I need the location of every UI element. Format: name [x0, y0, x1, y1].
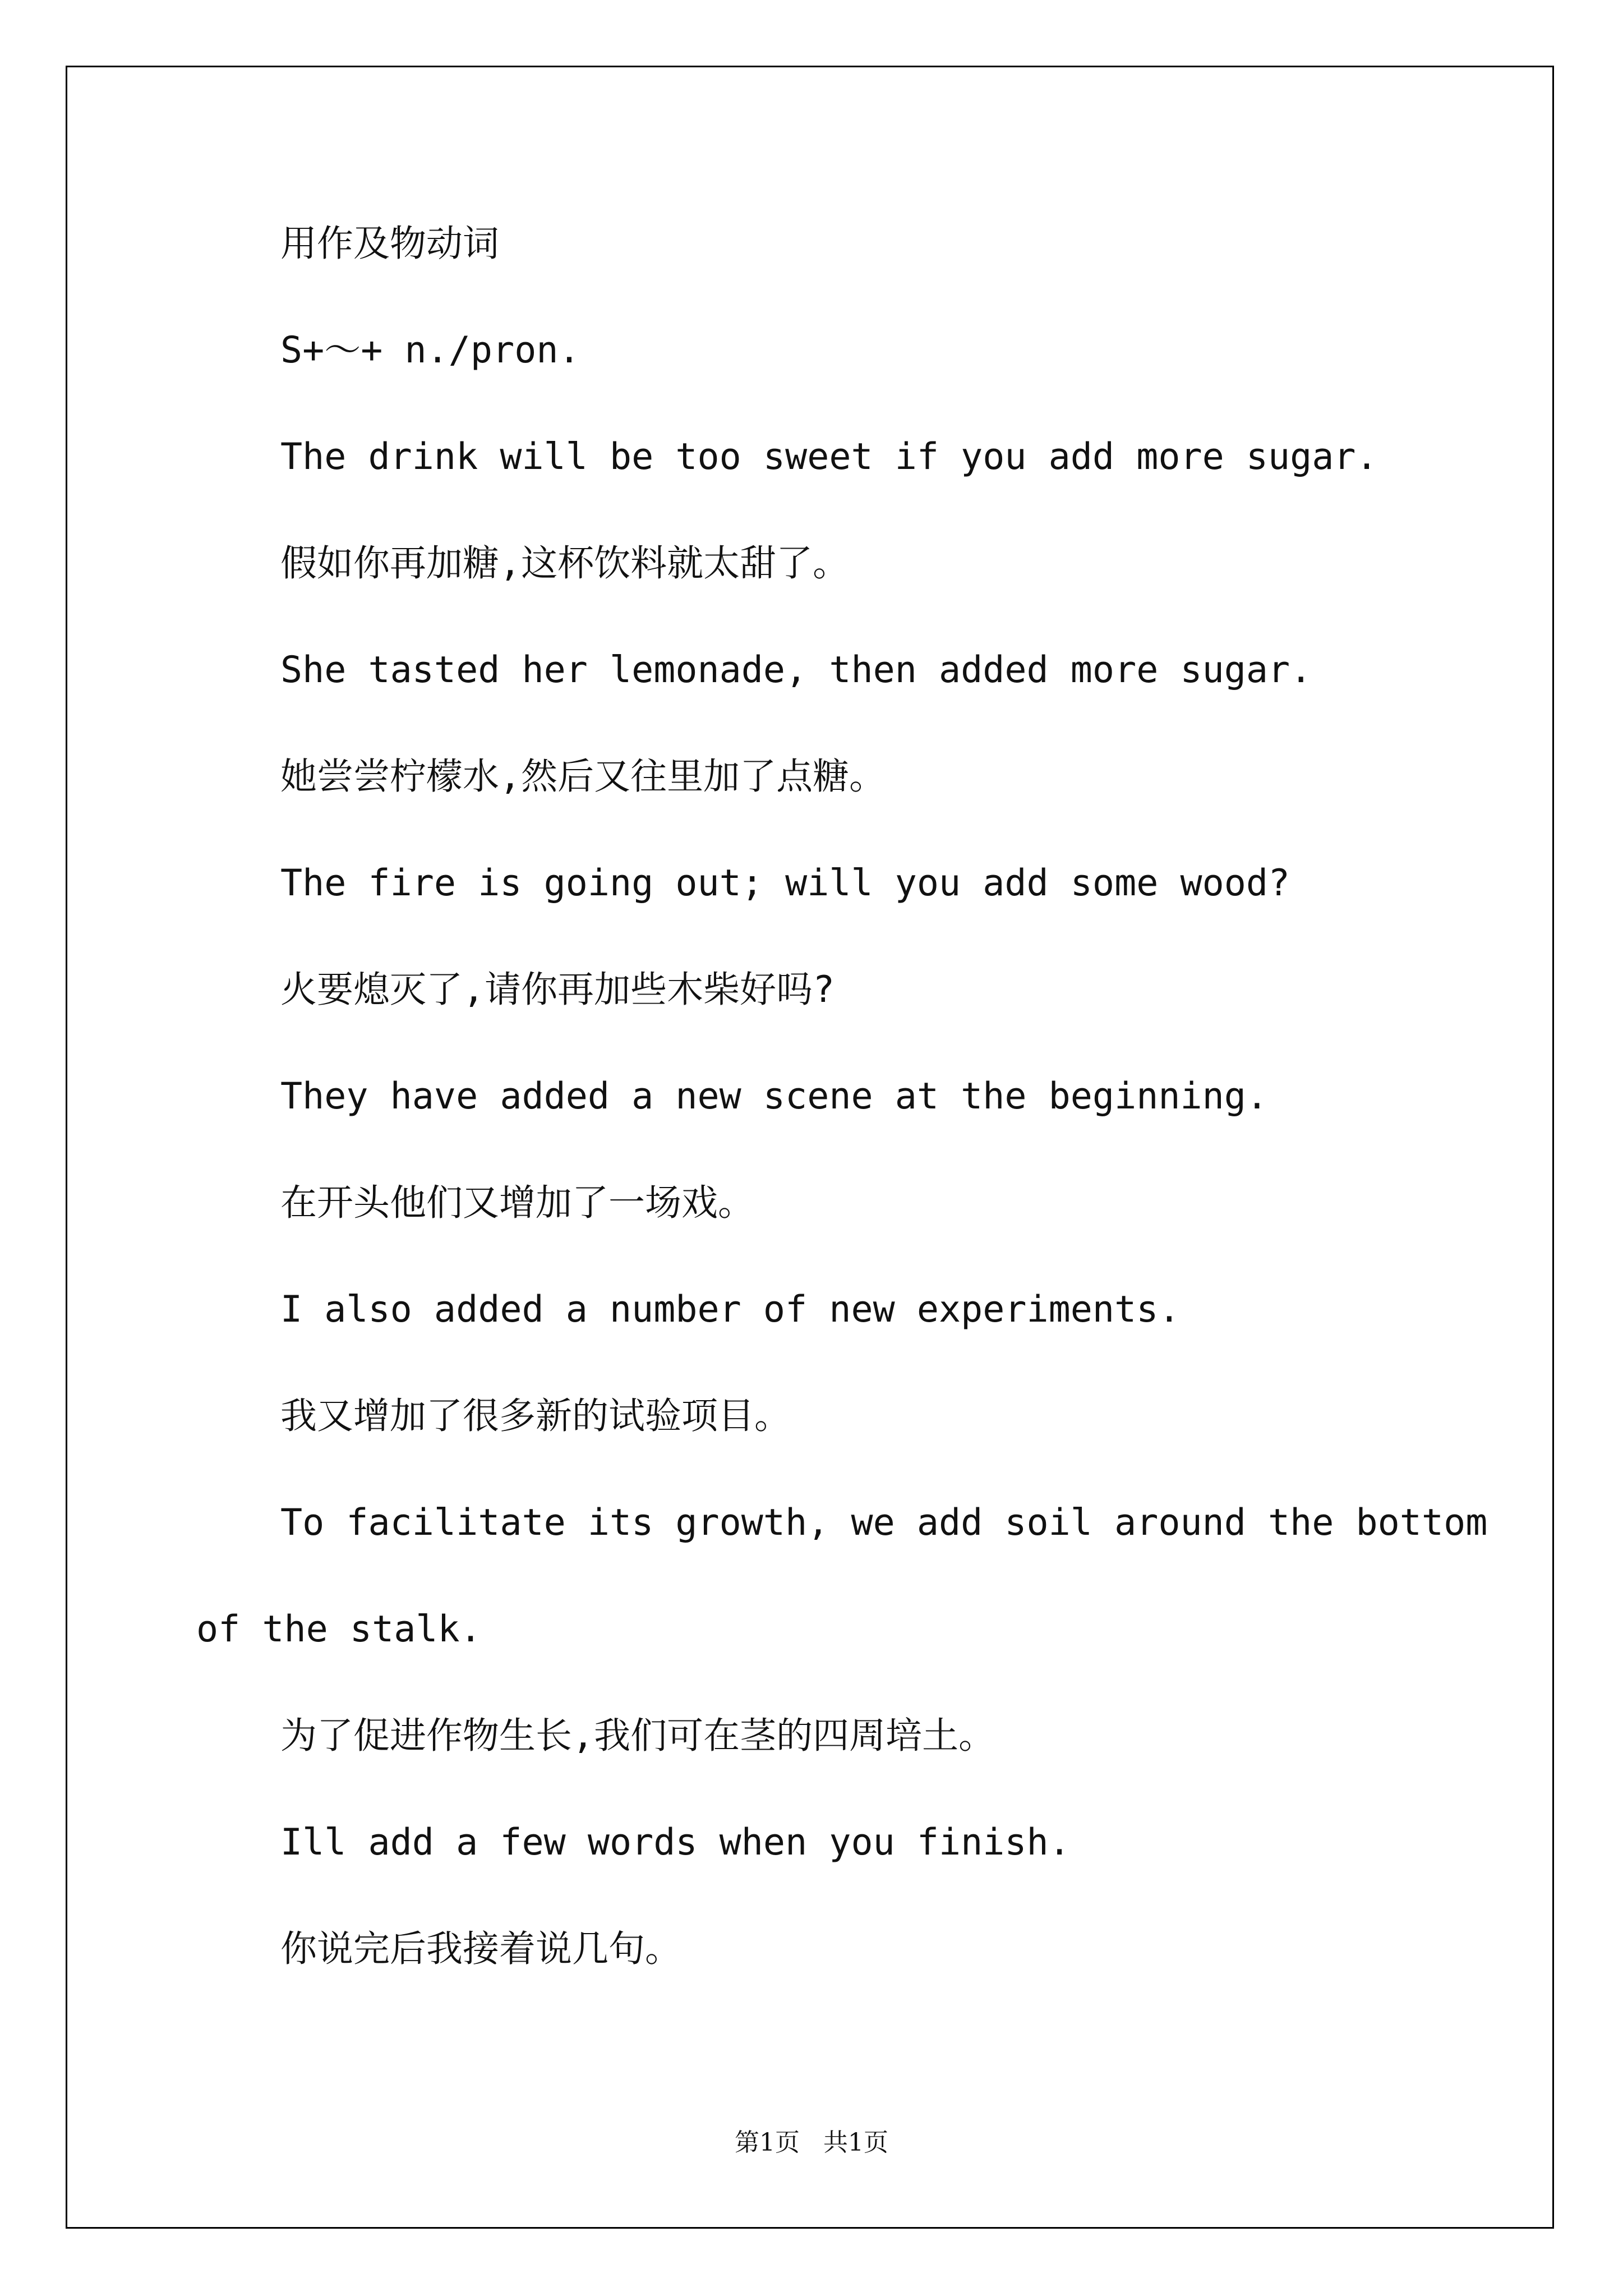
text-line: 她尝尝柠檬水,然后又往里加了点糖。: [280, 756, 886, 798]
text-line: 在开头他们又增加了一场戏。: [280, 1182, 755, 1224]
text-line: 假如你再加糖,这杯饮料就太甜了。: [280, 542, 850, 585]
text-line: 用作及物动词: [280, 223, 500, 265]
page-footer: [0, 2122, 1623, 2158]
text-line: S+～+ n./pron.: [280, 329, 580, 371]
page-total: 共1页: [823, 2128, 888, 2157]
text-line: 你说完后我接着说几句。: [280, 1928, 682, 1970]
page-number: 第1页: [735, 2128, 800, 2157]
text-line: She tasted her lemonade, then added more sugar.: [280, 649, 1312, 691]
page-border: [66, 66, 1554, 2229]
text-line: 火要熄灭了,请你再加些木柴好吗?: [280, 969, 835, 1011]
text-line: 我又增加了很多新的试验项目。: [280, 1395, 791, 1437]
text-line: I also added a number of new experiments.: [280, 1289, 1181, 1331]
text-line: Ill add a few words when you finish.: [280, 1821, 1071, 1864]
text-line: 为了促进作物生长,我们可在茎的四周培土。: [280, 1715, 995, 1757]
text-line: They have added a new scene at the beginning.: [280, 1075, 1268, 1117]
text-line: The drink will be too sweet if you add more sugar.: [280, 436, 1378, 478]
text-line: To facilitate its growth, we add soil around the bottom: [280, 1502, 1488, 1544]
text-line: of the stalk.: [196, 1608, 482, 1650]
text-line: The fire is going out; will you add some wood?: [280, 862, 1290, 904]
